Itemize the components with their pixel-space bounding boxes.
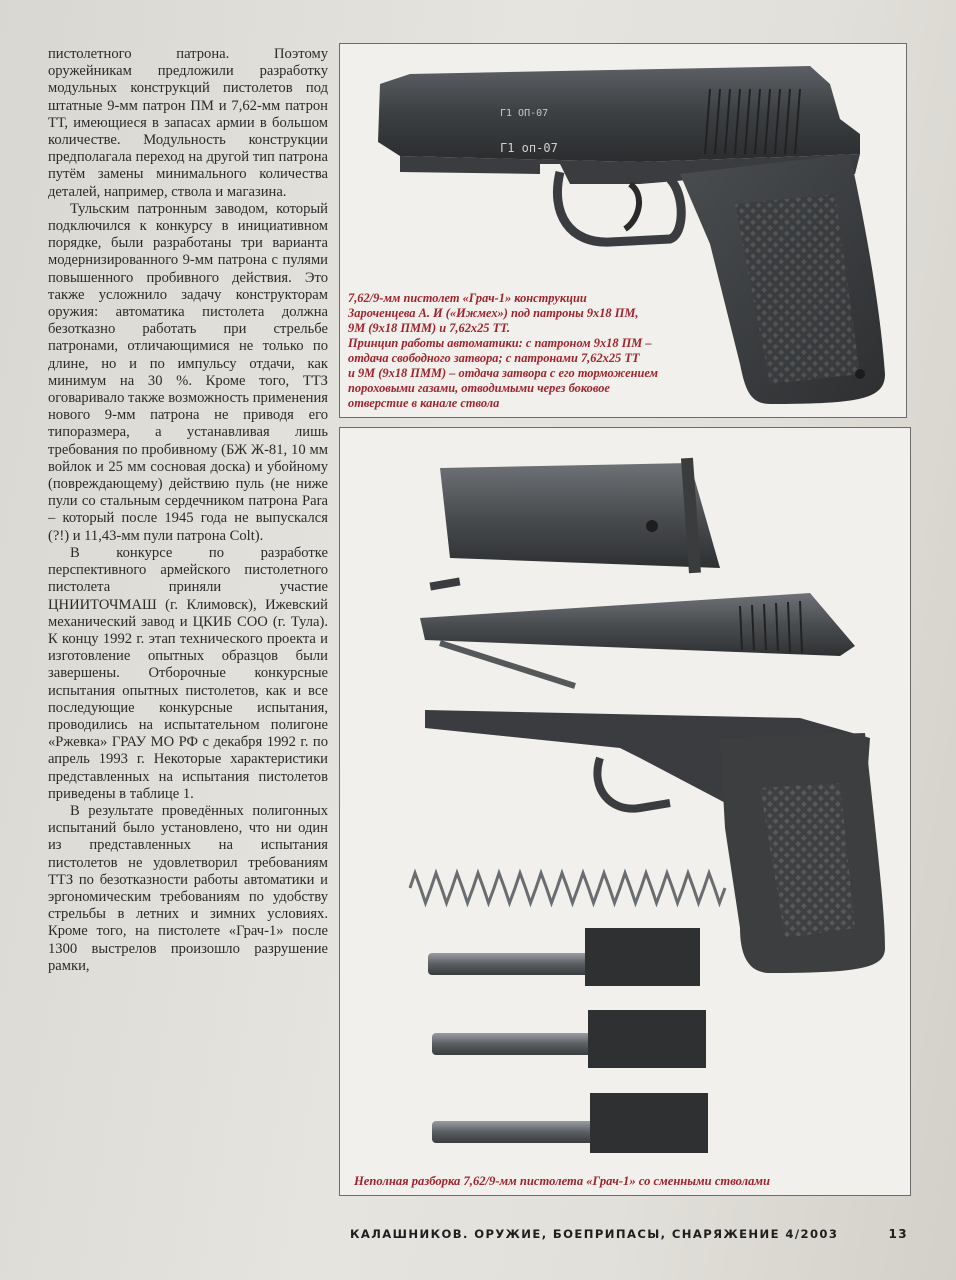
page-footer xyxy=(350,1227,910,1241)
magazine xyxy=(440,463,720,568)
slide-marking-side: Г1 оп-07 xyxy=(500,141,558,155)
barrel-chamber xyxy=(585,928,700,986)
figure2-caption: Неполная разборка 7,62/9-мм пистолета «Грач-1» со сменными стволами xyxy=(354,1174,771,1188)
lanyard-ring xyxy=(855,369,865,379)
pistol-photo-figure xyxy=(339,43,907,418)
pistol-illustration xyxy=(340,44,908,419)
barrel-set xyxy=(428,928,708,1153)
article-text-column xyxy=(48,46,328,975)
disassembly-illustration xyxy=(340,428,912,1197)
magazine-hole xyxy=(646,520,658,532)
article-paragraph: Тульским патронным заводом, который подключился к конкурсу в инициативном порядке, были разработаны три варианта модернизированного 9-мм патрона с пулями повышенного пробивного действия. Это также усложнило задачу конструкторам оружия: автоматика пистолета должна безотказно работать при стрельбе патронами, отличающимися не только по длине, но и по импульсу отдачи, как минимум на 30 %. Кроме того, ТТЗ оговаривало также возможность применения нового 9-мм патрона не приводя его типоразмера, а устанавливая лишь требования по пробивному (БЖ Ж-81, 10 мм войлок и 25 мм сосновая доска) и убойному (повреждающему) действию пуль (не ниже пули со стальным сердечником патрона Para – который после 1945 года не выпускался (?!) и 11,43-мм пули патрона Colt). xyxy=(48,200,328,544)
caption-line: 7,62/9-мм пистолет «Грач-1» конструкции xyxy=(348,291,587,305)
journal-title: КАЛАШНИКОВ. ОРУЖИЕ, БОЕПРИПАСЫ, СНАРЯЖЕНИЕ 4/2003 xyxy=(350,1227,839,1241)
recoil-spring xyxy=(410,873,725,903)
barrel-chamber xyxy=(588,1010,706,1068)
page-number: 13 xyxy=(888,1227,908,1241)
article-paragraph: В конкурсе по разработке перспективного армейского пистолетного пистолета приняли участие ЦНИИТОЧМАШ (г. Климовск), Ижевский механический завод и ЦКИБ СОО (г. Тула). К концу 1992 г. этап технического проекта и изготовление опытных образцов были завершены. Отборочные конкурсные испытания опытных пистолетов, как и все последующие конкурсные испытания, проводились на испытательном полигоне «Ржевка» ГРАУ МО РФ с декабря 1992 г. по апрель 1993 г. Некоторые характеристики представленных на испытания пистолетов приведены в таблице 1. xyxy=(48,544,328,802)
article-paragraph: пистолетного патрона. Поэтому оружейникам предложили разработку модульных конструкций пистолетов под штатные 9-мм патрон ПМ и 7,62-мм патрон ТТ, имеющиеся в запасах армии в большом количестве. Модульность конструкции предполагала переход на другой тип патрона путём замены минимального количества деталей, например, ствола и магазина. xyxy=(48,46,328,200)
caption-line: отверстие в канале ствола xyxy=(348,396,500,410)
figure1-caption xyxy=(347,291,659,410)
trigger xyxy=(625,184,639,229)
caption-line: пороховыми газами, отводимыми через боковое xyxy=(348,381,610,395)
caption-line: Принцип работы автоматики: с патроном 9х18 ПМ – xyxy=(348,336,652,350)
caption-line: отдача свободного затвора; с патронами 7,62х25 ТТ xyxy=(348,351,640,365)
caption-line: 9М (9х18 ПММ) и 7,62х25 ТТ. xyxy=(348,321,511,335)
article-paragraph: В результате проведённых полигонных испытаний было установлено, что ни один из представленных на испытания пистолетов не удовлетворил требованиям ТТЗ по безотказности работы автоматики и эргономическим требованиям по удобству стрельбы в летних и зимних условиях. Кроме того, на пистолете «Грач-1» после 1300 выстрелов произошло разрушение рамки, xyxy=(48,802,328,974)
disassembly-photo-figure xyxy=(339,427,911,1196)
barrel-chamber xyxy=(590,1093,708,1153)
recoil-spring-guide xyxy=(440,643,575,686)
slide-marking-top: Г1 ОП-07 xyxy=(500,108,549,119)
caption-line: Зароченцева А. И («Ижмех») под патроны 9х18 ПМ, xyxy=(348,306,639,320)
caption-line: и 9М (9х18 ПММ) – отдача затвора с его торможением xyxy=(348,366,659,380)
slide-stop-pin xyxy=(430,577,461,590)
